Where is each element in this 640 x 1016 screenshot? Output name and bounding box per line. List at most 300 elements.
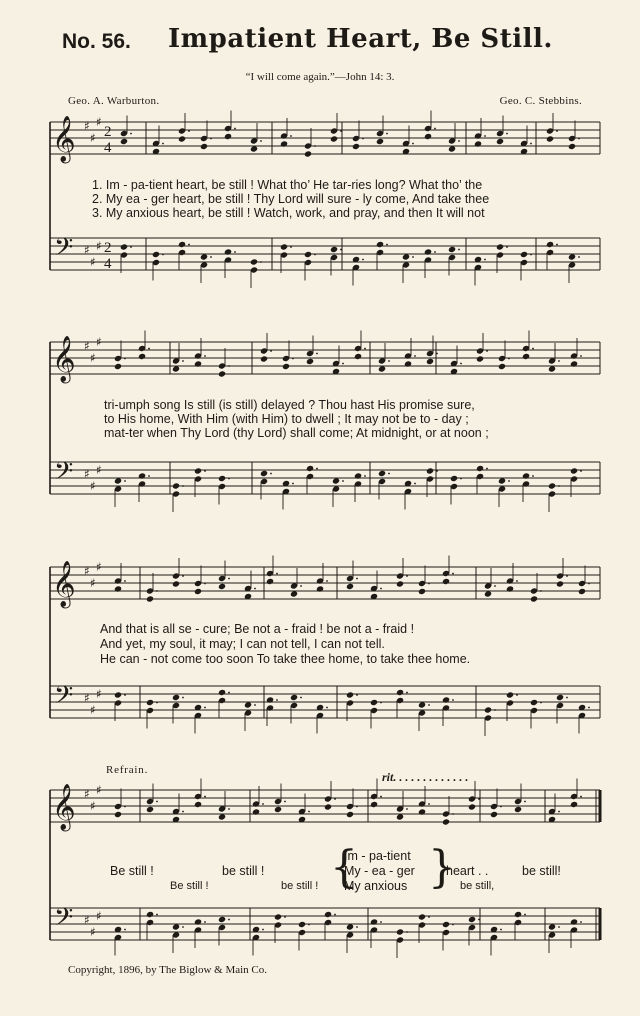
note-head: [370, 801, 378, 808]
note-dot: [558, 360, 560, 362]
note-head: [146, 911, 154, 918]
note-dot: [334, 914, 336, 916]
note-dot: [380, 796, 382, 798]
note-dot: [388, 360, 390, 362]
note-dot: [540, 590, 542, 592]
note-dot: [284, 801, 286, 803]
note-head: [194, 801, 202, 808]
note-head: [426, 358, 434, 365]
note-dot: [204, 355, 206, 357]
note-head: [194, 360, 202, 367]
note-head: [290, 694, 298, 701]
time-signature-bottom: 4: [104, 256, 112, 272]
note-dot: [290, 135, 292, 137]
note-dot: [386, 133, 388, 135]
note-dot: [486, 468, 488, 470]
note-head: [568, 143, 576, 150]
note-head: [424, 248, 432, 255]
copyright-notice: Copyright, 1896, by The Biglow & Main Co.: [68, 964, 268, 976]
note-head: [418, 701, 426, 708]
refrain-heart: heart . .: [446, 864, 489, 878]
hymn-title: Impatient Heart, Be Still.: [168, 24, 553, 54]
note-dot: [452, 699, 454, 701]
note-dot: [524, 914, 526, 916]
note-dot: [578, 256, 580, 258]
lyricist-credit: Geo. A. Warburton.: [68, 95, 160, 107]
note-dot: [204, 583, 206, 585]
note-dot: [340, 249, 342, 251]
note-dot: [204, 707, 206, 709]
note-head: [496, 243, 504, 250]
note-head: [266, 696, 274, 703]
note-dot: [412, 143, 414, 145]
sharp-icon: ♯: [84, 691, 90, 705]
note-head: [346, 923, 354, 930]
note-head: [498, 477, 506, 484]
note-head: [282, 363, 290, 370]
treble-clef-icon: 𝄞: [52, 116, 76, 162]
note-dot: [580, 921, 582, 923]
composer-credit: Geo. C. Stebbins.: [499, 95, 582, 107]
note-dot: [270, 350, 272, 352]
sharp-icon: ♯: [96, 115, 102, 129]
sharp-icon: ♯: [96, 560, 102, 574]
note-dot: [276, 573, 278, 575]
note-dot: [204, 470, 206, 472]
note-dot: [148, 348, 150, 350]
note-head: [218, 475, 226, 482]
note-head: [224, 248, 232, 255]
note-head: [266, 578, 274, 585]
note-dot: [314, 254, 316, 256]
scripture-reference: “I will come again.”—John 14: 3.: [245, 71, 395, 83]
note-head: [354, 472, 362, 479]
note-head: [352, 143, 360, 150]
note-head: [484, 706, 492, 713]
note-dot: [428, 916, 430, 918]
note-head: [476, 465, 484, 472]
note-dot: [210, 138, 212, 140]
note-head: [218, 370, 226, 377]
note-head: [194, 467, 202, 474]
note-head: [570, 360, 578, 367]
note-dot: [380, 588, 382, 590]
time-signature-top: 2: [104, 124, 112, 140]
bass-clef-icon: 𝄢: [54, 903, 74, 938]
note-head: [274, 806, 282, 813]
note-dot: [254, 704, 256, 706]
note-head: [306, 465, 314, 472]
sharp-icon: ♯: [96, 687, 102, 701]
note-dot: [228, 692, 230, 694]
note-head: [218, 813, 226, 820]
refrain-be-still-1: Be still !: [110, 864, 154, 878]
note-head: [568, 253, 576, 260]
note-dot: [356, 806, 358, 808]
refrain-be-still-2: be still !: [222, 864, 265, 878]
treble-clef-icon: 𝄞: [52, 561, 76, 607]
note-head: [396, 813, 404, 820]
lyric-verse-2-line-1: 2. My ea - ger heart, be still ! Thy Lord will sure - ly come, And take thee: [92, 192, 490, 206]
note-dot: [566, 697, 568, 699]
note-head: [396, 928, 404, 935]
note-dot: [334, 798, 336, 800]
lyric-verse-2-line-3: And yet, my soul, it may; I can not tell, I can not tell.: [100, 637, 385, 651]
note-head: [396, 580, 404, 587]
note-dot: [460, 363, 462, 365]
note-head: [172, 580, 180, 587]
note-dot: [578, 138, 580, 140]
note-head: [474, 140, 482, 147]
note-head: [530, 699, 538, 706]
note-head: [490, 811, 498, 818]
sharp-icon: ♯: [84, 467, 90, 481]
note-head: [250, 258, 258, 265]
refrain-verse-3-word: My anxious: [344, 879, 408, 893]
note-dot: [156, 590, 158, 592]
note-head: [298, 921, 306, 928]
lyric-verse-1-line-1: 1. Im - pa-tient heart, be still ! What tho’ He tar-ries long? What tho’ the: [92, 178, 483, 192]
note-dot: [494, 585, 496, 587]
note-dot: [500, 929, 502, 931]
note-dot: [558, 811, 560, 813]
treble-clef-icon: 𝄞: [52, 336, 76, 382]
note-head: [548, 923, 556, 930]
note-dot: [436, 470, 438, 472]
note-dot: [406, 575, 408, 577]
note-dot: [478, 919, 480, 921]
note-head: [396, 689, 404, 696]
lyric-verse-1-line-3: And that is all se - cure; Be not a - fraid ! be not a - fraid !: [100, 622, 415, 636]
note-head: [484, 590, 492, 597]
note-dot: [156, 914, 158, 916]
note-dot: [130, 133, 132, 135]
note-dot: [124, 580, 126, 582]
note-dot: [182, 811, 184, 813]
note-dot: [182, 575, 184, 577]
note-dot: [292, 358, 294, 360]
bass-clef-icon: 𝄢: [54, 457, 74, 492]
note-dot: [362, 138, 364, 140]
refrain-verse-1-word: Im - pa-tient: [344, 849, 411, 863]
note-head: [218, 689, 226, 696]
note-dot: [516, 580, 518, 582]
note-head: [376, 241, 384, 248]
note-head: [522, 353, 530, 360]
sharp-icon: ♯: [96, 783, 102, 797]
note-head: [370, 918, 378, 925]
note-head: [370, 699, 378, 706]
note-head: [152, 251, 160, 258]
note-dot: [478, 798, 480, 800]
note-head: [120, 243, 128, 250]
note-head: [468, 803, 476, 810]
note-dot: [428, 583, 430, 585]
note-head: [442, 818, 450, 825]
note-dot: [356, 578, 358, 580]
note-head: [332, 477, 340, 484]
note-dot: [124, 694, 126, 696]
lyric-verse-3-line-3: He can - not come too soon To take thee home, to take thee home.: [100, 652, 471, 666]
note-head: [450, 475, 458, 482]
note-dot: [124, 929, 126, 931]
note-dot: [182, 360, 184, 362]
sharp-icon: ♯: [96, 463, 102, 477]
note-dot: [188, 244, 190, 246]
note-head: [546, 241, 554, 248]
note-dot: [290, 246, 292, 248]
note-dot: [314, 145, 316, 147]
note-dot: [436, 353, 438, 355]
note-dot: [326, 707, 328, 709]
note-dot: [460, 478, 462, 480]
note-head: [146, 595, 154, 602]
note-head: [378, 470, 386, 477]
note-dot: [414, 483, 416, 485]
note-head: [280, 243, 288, 250]
note-head: [260, 470, 268, 477]
note-dot: [540, 702, 542, 704]
note-head: [378, 365, 386, 372]
note-dot: [300, 585, 302, 587]
note-head: [146, 806, 154, 813]
note-head: [114, 691, 122, 698]
time-signature-top: 2: [104, 240, 112, 256]
note-dot: [494, 709, 496, 711]
note-head: [476, 355, 484, 362]
note-dot: [270, 473, 272, 475]
note-head: [200, 143, 208, 150]
note-dot: [284, 916, 286, 918]
sharp-icon: ♯: [90, 799, 96, 813]
sharp-icon: ♯: [90, 925, 96, 939]
note-dot: [362, 259, 364, 261]
note-head: [548, 482, 556, 489]
note-head: [346, 811, 354, 818]
bass-clef-icon: 𝄢: [54, 233, 74, 268]
note-head: [498, 363, 506, 370]
note-dot: [484, 135, 486, 137]
note-head: [330, 135, 338, 142]
lyric-verse-3-line-1: 3. My anxious heart, be still ! Watch, work, and pray, and then It will not: [92, 206, 485, 220]
note-head: [260, 355, 268, 362]
note-head: [402, 253, 410, 260]
note-dot: [558, 926, 560, 928]
note-dot: [452, 573, 454, 575]
note-head: [290, 590, 298, 597]
sharp-icon: ♯: [84, 787, 90, 801]
note-head: [404, 360, 412, 367]
sharp-icon: ♯: [96, 335, 102, 349]
note-head: [448, 246, 456, 253]
note-dot: [580, 796, 582, 798]
treble-clef-icon: 𝄞: [52, 784, 76, 830]
note-dot: [530, 143, 532, 145]
note-dot: [342, 480, 344, 482]
refrain-label: Refrain.: [106, 764, 149, 776]
note-head: [346, 583, 354, 590]
note-dot: [162, 254, 164, 256]
note-dot: [308, 811, 310, 813]
note-head: [330, 246, 338, 253]
note-dot: [130, 246, 132, 248]
note-dot: [308, 924, 310, 926]
note-head: [194, 918, 202, 925]
note-head: [424, 133, 432, 140]
refrain-brace-right: }: [428, 842, 456, 893]
note-dot: [300, 697, 302, 699]
note-dot: [532, 475, 534, 477]
note-dot: [580, 470, 582, 472]
note-head: [418, 808, 426, 815]
note-head: [114, 477, 122, 484]
refrain-verse-2-word: My - ea - ger: [344, 864, 415, 878]
note-head: [324, 911, 332, 918]
sharp-icon: ♯: [90, 131, 96, 145]
note-head: [522, 472, 530, 479]
note-dot: [380, 921, 382, 923]
note-dot: [458, 249, 460, 251]
note-dot: [556, 244, 558, 246]
sharp-icon: ♯: [84, 564, 90, 578]
note-head: [114, 363, 122, 370]
bass-clef-icon: 𝄢: [54, 681, 74, 716]
note-dot: [148, 475, 150, 477]
note-dot: [452, 813, 454, 815]
note-dot: [260, 261, 262, 263]
note-head: [244, 701, 252, 708]
note-head: [556, 694, 564, 701]
note-dot: [506, 246, 508, 248]
note-dot: [292, 483, 294, 485]
note-dot: [434, 251, 436, 253]
note-head: [546, 135, 554, 142]
note-head: [178, 241, 186, 248]
sharp-icon: ♯: [84, 339, 90, 353]
note-dot: [386, 244, 388, 246]
note-head: [172, 482, 180, 489]
note-dot: [380, 702, 382, 704]
lyric-verse-2-line-2: to His home, With Him (with Him) to dwell ; It may not be to - day ;: [104, 412, 469, 426]
sharp-icon: ♯: [96, 909, 102, 923]
sharp-icon: ♯: [84, 119, 90, 133]
note-head: [120, 138, 128, 145]
note-head: [418, 588, 426, 595]
note-dot: [260, 140, 262, 142]
note-dot: [228, 478, 230, 480]
note-head: [252, 808, 260, 815]
note-dot: [228, 578, 230, 580]
note-head: [114, 811, 122, 818]
note-head: [426, 467, 434, 474]
note-dot: [414, 355, 416, 357]
note-dot: [254, 588, 256, 590]
note-head: [146, 699, 154, 706]
note-dot: [566, 575, 568, 577]
note-head: [194, 588, 202, 595]
sharp-icon: ♯: [84, 913, 90, 927]
note-dot: [204, 796, 206, 798]
note-dot: [234, 128, 236, 130]
note-dot: [516, 694, 518, 696]
note-dot: [532, 348, 534, 350]
note-dot: [124, 480, 126, 482]
note-head: [250, 145, 258, 152]
note-dot: [588, 707, 590, 709]
note-dot: [342, 363, 344, 365]
note-dot: [458, 140, 460, 142]
note-dot: [228, 365, 230, 367]
sharp-icon: ♯: [84, 243, 90, 257]
note-head: [324, 803, 332, 810]
note-head: [506, 585, 514, 592]
note-dot: [356, 694, 358, 696]
note-dot: [340, 130, 342, 132]
note-head: [316, 585, 324, 592]
note-head: [556, 580, 564, 587]
sharp-icon: ♯: [90, 576, 96, 590]
note-head: [304, 251, 312, 258]
lyric-verse-1-line-2: tri-umph song Is still (is still) delayed ? Thou hast His promise sure,: [104, 398, 475, 412]
note-head: [570, 801, 578, 808]
note-head: [520, 251, 528, 258]
note-dot: [508, 358, 510, 360]
note-dot: [524, 801, 526, 803]
note-dot: [556, 130, 558, 132]
ritardando-marking: rit. . . . . . . . . . . . .: [382, 770, 469, 784]
note-head: [274, 913, 282, 920]
note-head: [172, 365, 180, 372]
note-head: [506, 691, 514, 698]
note-head: [442, 921, 450, 928]
note-dot: [406, 692, 408, 694]
note-head: [570, 467, 578, 474]
refrain-alto-be-still-1: Be still !: [170, 880, 209, 892]
note-head: [224, 133, 232, 140]
note-dot: [124, 806, 126, 808]
note-dot: [162, 143, 164, 145]
note-dot: [428, 803, 430, 805]
note-dot: [182, 697, 184, 699]
note-head: [138, 353, 146, 360]
note-head: [514, 806, 522, 813]
sharp-icon: ♯: [96, 239, 102, 253]
hymn-number: No. 56.: [62, 30, 131, 53]
note-dot: [428, 704, 430, 706]
note-dot: [262, 803, 264, 805]
note-dot: [234, 251, 236, 253]
note-head: [548, 365, 556, 372]
note-dot: [406, 808, 408, 810]
time-signature-bottom: 4: [104, 140, 112, 156]
note-dot: [326, 580, 328, 582]
refrain-alto-be-still-2: be still !: [281, 880, 319, 892]
note-dot: [558, 485, 560, 487]
note-head: [172, 694, 180, 701]
note-head: [218, 916, 226, 923]
note-dot: [506, 133, 508, 135]
note-dot: [156, 801, 158, 803]
note-dot: [156, 702, 158, 704]
note-dot: [316, 468, 318, 470]
note-dot: [182, 485, 184, 487]
sharp-icon: ♯: [90, 351, 96, 365]
note-dot: [364, 475, 366, 477]
note-dot: [530, 254, 532, 256]
note-dot: [406, 931, 408, 933]
note-head: [514, 911, 522, 918]
note-dot: [588, 583, 590, 585]
